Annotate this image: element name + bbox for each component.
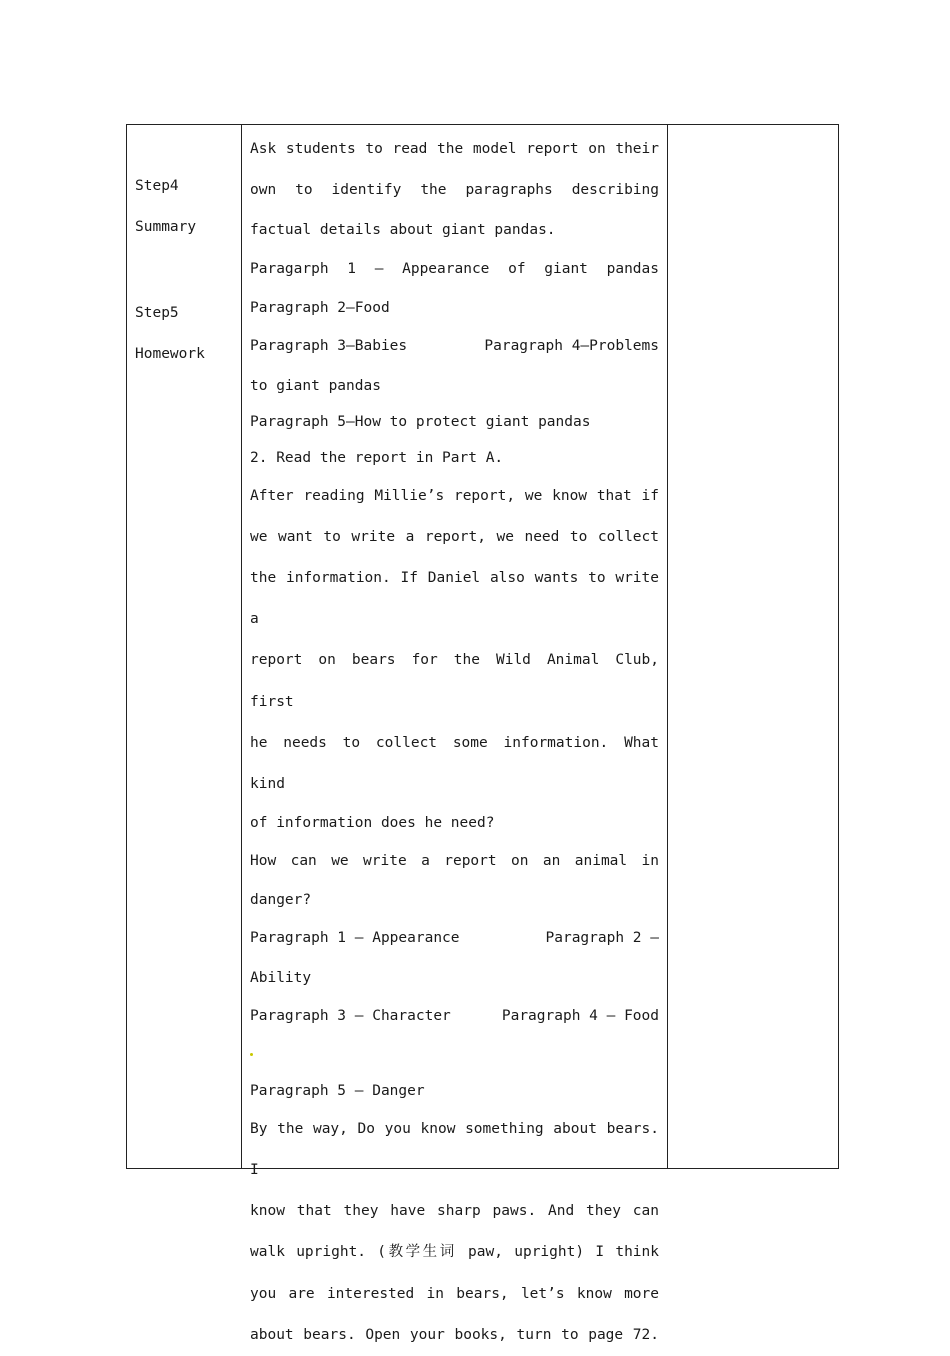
paragraph-3: Paragraph 3—Babies: [250, 338, 408, 355]
instruction-line-2: own to identify the paragraphs describing: [250, 182, 659, 199]
q-paragraph-2: Paragraph 2 —: [545, 930, 659, 947]
q-paragraph-1-2-line: [250, 918, 659, 959]
after-line-5: he needs to collect some information. What kind: [250, 734, 659, 793]
step4-title: Summary: [135, 219, 197, 235]
q-paragraph-3-4-line: [250, 996, 659, 1037]
lesson-table: [126, 124, 839, 1343]
how-line-1: How can we write a report on an animal in: [250, 853, 659, 870]
q-paragraph-3: Paragraph 3 — Character: [250, 1007, 451, 1024]
instruction-line-1: Ask students to read the model report on their: [250, 141, 659, 157]
paragraph-5-line: Paragraph 5—How to protect giant pandas: [250, 413, 591, 430]
after-line-6: of information does he need?: [250, 815, 495, 832]
after-line-2: we want to write a report, we need to collect: [250, 528, 659, 545]
paragraph-4: Paragraph 4—Problems: [484, 338, 659, 355]
paragraph-1-line: Paragarph 1 – Appearance of giant pandas: [250, 261, 659, 278]
instruction-line-3: factual details about giant pandas.: [250, 222, 556, 239]
bears-line-3: walk upright. (教学生词 paw, upright) I think: [250, 1244, 659, 1261]
step4-label: Step4: [135, 178, 179, 194]
empty-marker-line: [250, 1037, 659, 1073]
column-divider-2: [667, 125, 668, 1168]
q-paragraph-2-cont: Ability: [250, 969, 312, 986]
step5-title: Homework: [135, 346, 205, 362]
q-paragraph-4: Paragraph 4 — Food: [501, 1007, 659, 1024]
paragraph-4-cont: to giant pandas: [250, 377, 381, 394]
how-line-2: danger?: [250, 892, 312, 909]
paragraph-2-line: Paragraph 2—Food: [250, 300, 390, 317]
after-line-1: After reading Millie’s report, we know that if: [250, 487, 659, 504]
after-line-3: the information. If Daniel also wants to write a: [250, 570, 659, 628]
bears-line-1: By the way, Do you know something about bears. I: [250, 1120, 659, 1179]
step5-label: Step5: [135, 305, 179, 321]
read-task-line: 2. Read the report in Part A.: [250, 449, 504, 466]
paragraph-3-4-line: [250, 326, 659, 367]
column-divider-1: [241, 125, 242, 1168]
q-paragraph-1: Paragraph 1 — Appearance: [250, 930, 460, 947]
bears-line-4: you are interested in bears, let’s know more: [250, 1285, 659, 1302]
after-line-4: report on bears for the Wild Animal Club, first: [250, 652, 659, 710]
bears-line-5: about bears. Open your books, turn to page 72.: [250, 1326, 659, 1343]
bears-line-2: know that they have sharp paws. And they can: [250, 1203, 659, 1220]
content-column: [250, 129, 659, 1356]
q-paragraph-5-line: Paragraph 5 — Danger: [250, 1082, 425, 1099]
marker-dot: [250, 1053, 253, 1056]
